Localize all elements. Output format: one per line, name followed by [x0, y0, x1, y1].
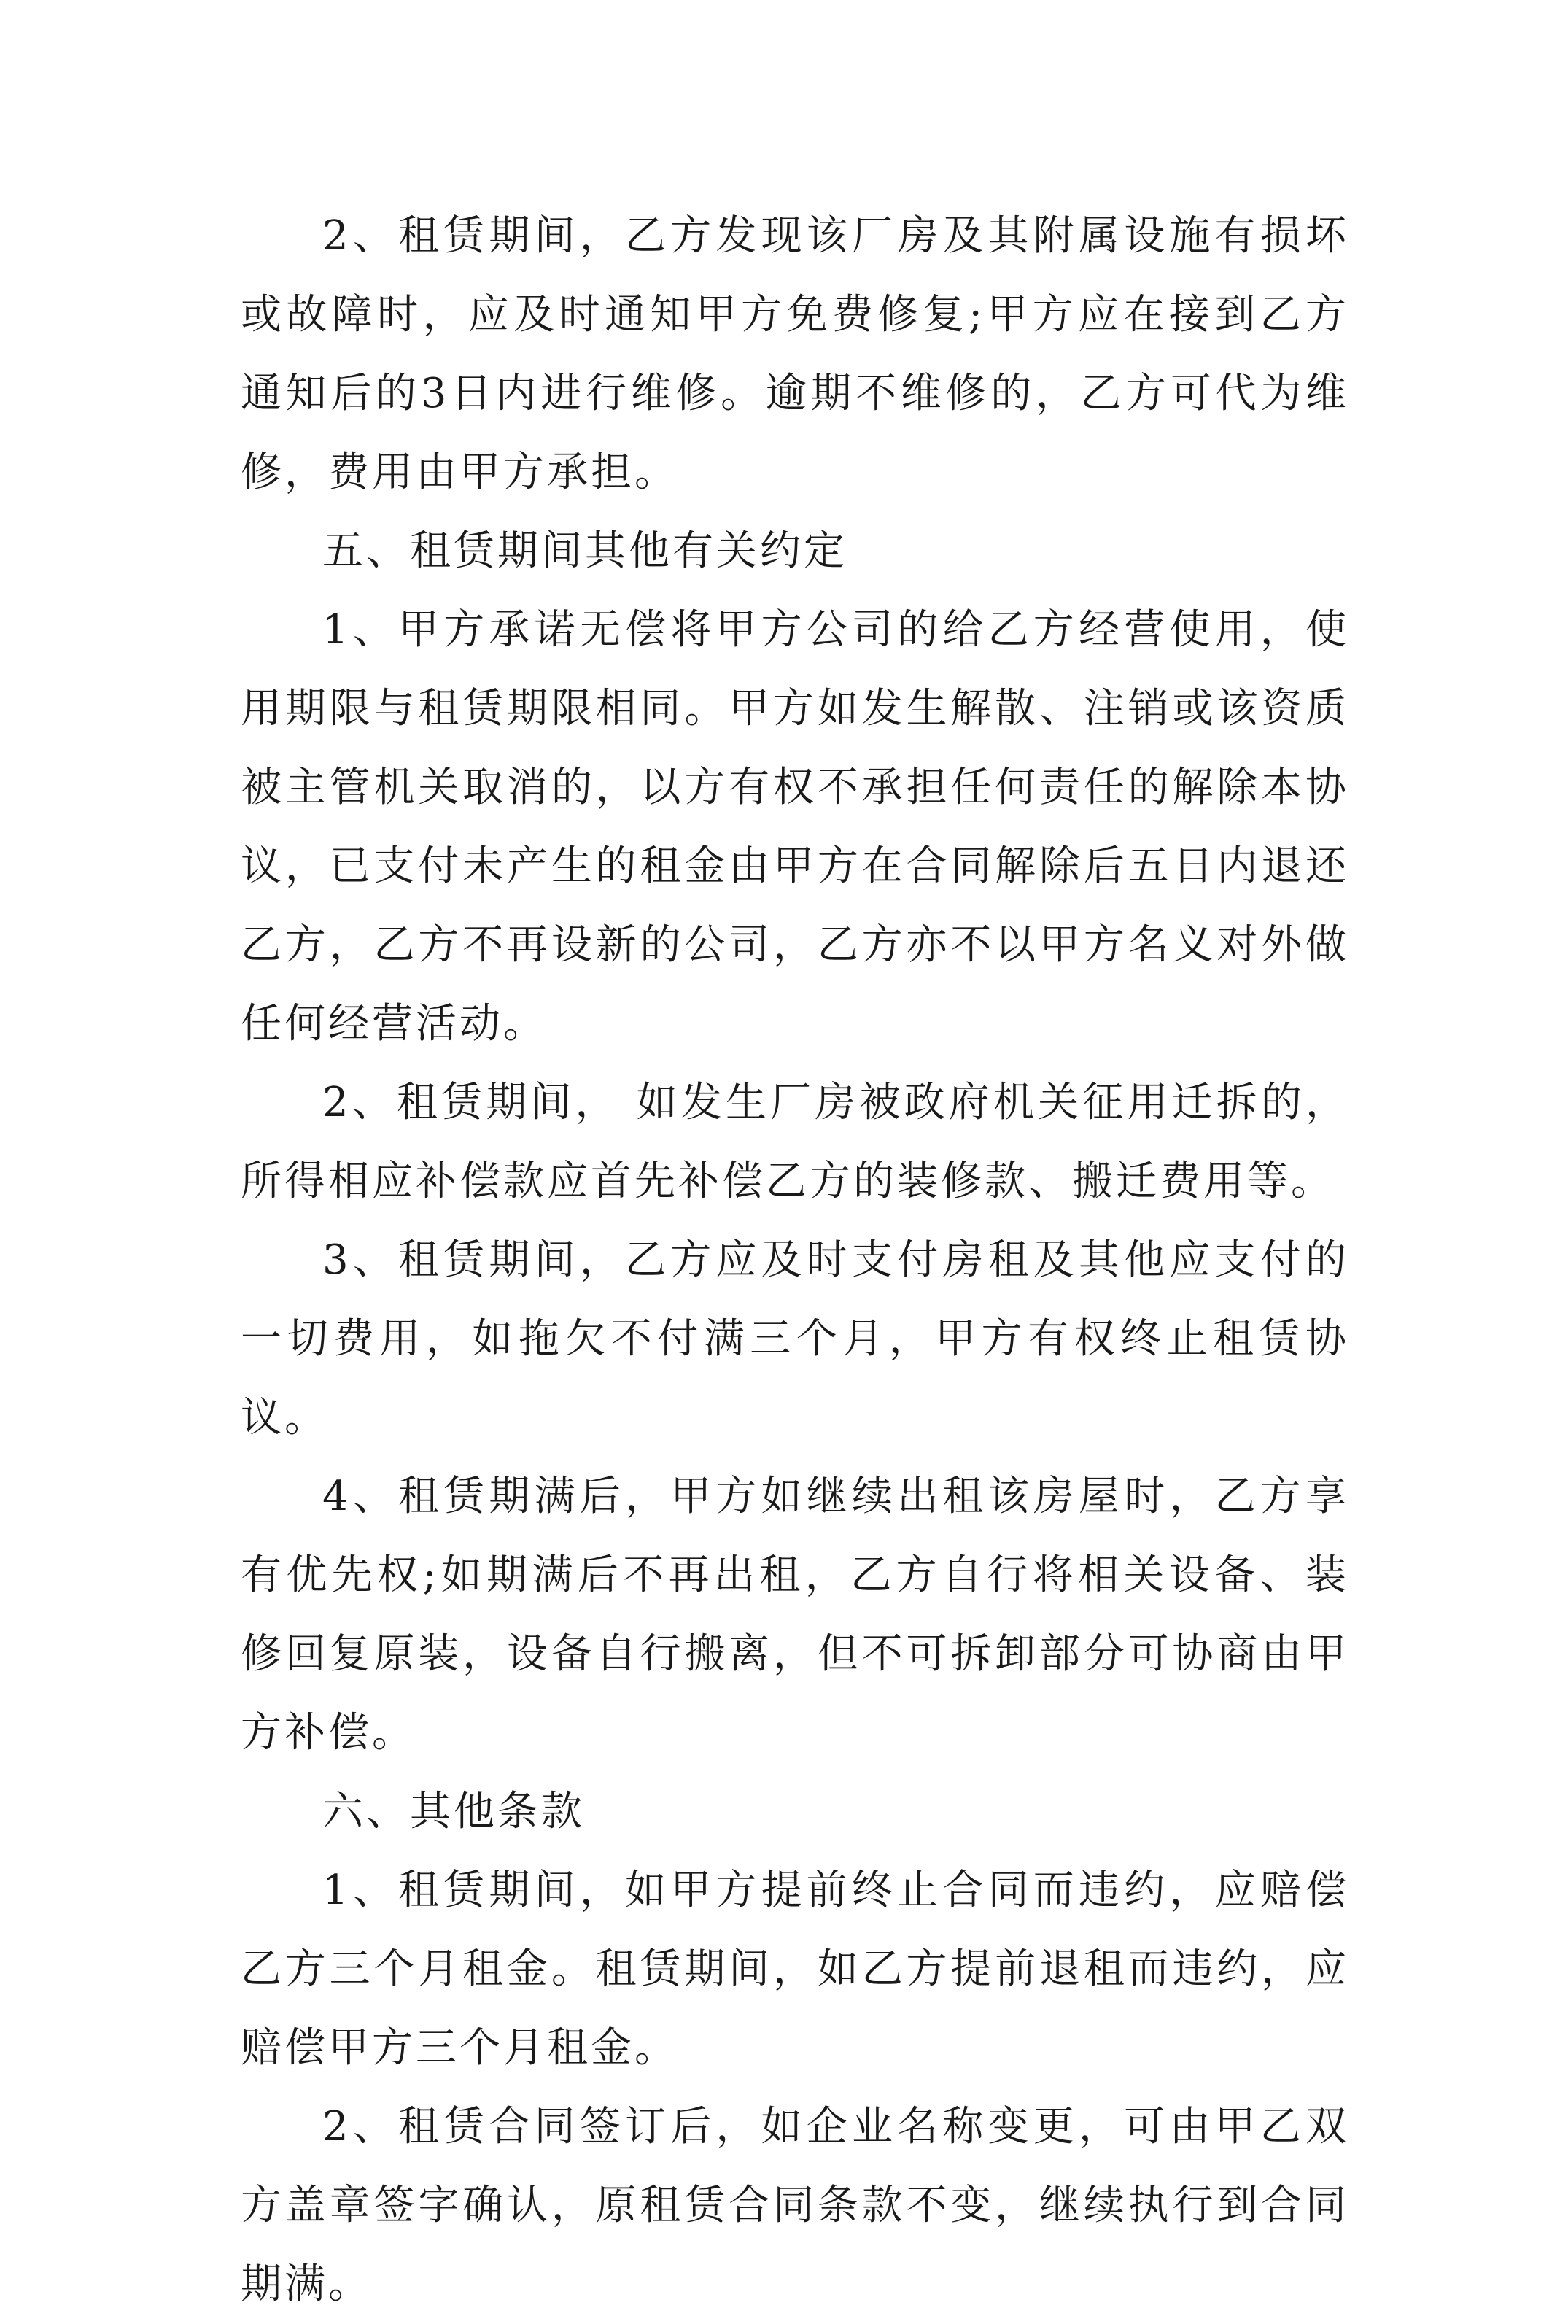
section-heading-six: 六、其他条款 — [322, 1788, 585, 1835]
paragraph-rent-payment-clause: 3、租赁期间，乙方应及时支付房租及其他应支付的一切费用，如拖欠不付满三个月，甲方有权终止租赁协议。 — [241, 1236, 1349, 1441]
paragraph-lease-expiry-clause: 4、租赁期满后，甲方如继续出租该房屋时，乙方享有优先权;如期满后不再出租，乙方自行将相关设备、装修回复原装，设备自行搬离，但不可拆卸部分可协商由甲方补偿。 — [241, 1473, 1349, 1756]
document-body — [241, 197, 1349, 2324]
paragraph-qualification-clause: 1、甲方承诺无偿将甲方公司的给乙方经营使用，使用期限与租赁期限相同。甲方如发生解散、注销或该资质被主管机关取消的，以方有权不承担任何责任的解除本协议，已支付未产生的租金由甲方在合同解除后五日内退还乙方，乙方不再设新的公司，乙方亦不以甲方名义对外做任何经营活动。 — [241, 606, 1349, 1047]
paragraph-name-change-clause: 2、租赁合同签订后，如企业名称变更，可由甲乙双方盖章签字确认，原租赁合同条款不变，继续执行到合同期满。 — [241, 2103, 1349, 2308]
section-heading-five: 五、租赁期间其他有关约定 — [322, 527, 847, 575]
paragraph-breach-clause: 1、租赁期间，如甲方提前终止合同而违约，应赔偿乙方三个月租金。租赁期间，如乙方提前退租而违约，应赔偿甲方三个月租金。 — [241, 1867, 1349, 2072]
paragraph-repair-clause: 2、租赁期间，乙方发现该厂房及其附属设施有损坏或故障时，应及时通知甲方免费修复;甲方应在接到乙方通知后的3日内进行维修。逾期不维修的，乙方可代为维修，费用由甲方承担。 — [241, 212, 1349, 496]
paragraph-expropriation-clause: 2、租赁期间， 如发生厂房被政府机关征用迁拆的，所得相应补偿款应首先补偿乙方的装修款、搬迁费用等。 — [241, 1079, 1349, 1205]
